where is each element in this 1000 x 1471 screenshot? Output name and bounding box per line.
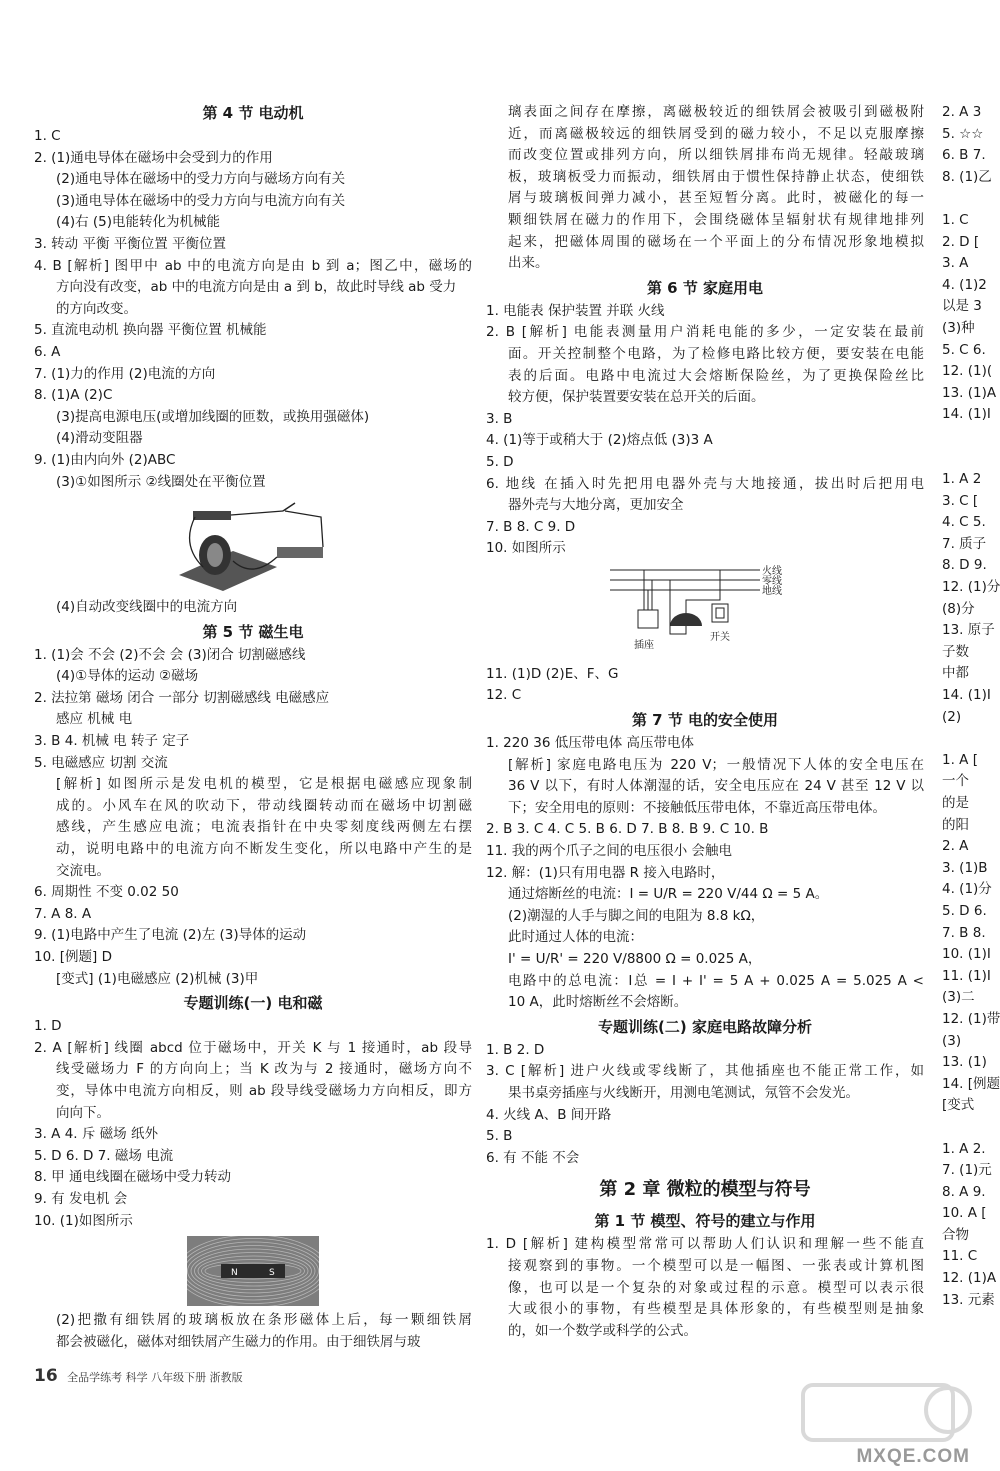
answer-line: 都会被磁化，磁体对细铁屑产生磁力的作用。由于细铁屑与玻 [56, 1333, 421, 1350]
answer-line: 方向没有改变，ab 中的电流方向是由 a 到 b，故此时导线 ab 受力 [56, 279, 457, 296]
answer-line: 8. 甲 通电线圈在磁场中受力转动 [34, 1169, 231, 1186]
cropped-answer-line: 8. (1)乙 [942, 168, 992, 185]
answer-line: 9. 有 发电机 会 [34, 1190, 128, 1207]
answer-line: 向向下。 [56, 1104, 110, 1121]
motor-circuit-drawing [173, 497, 333, 593]
answer-line: 7. A 8. A [34, 905, 92, 922]
household-wiring-figure [610, 564, 800, 660]
answer-line: 近，而离磁极较远的细铁屑受到的磁力较小，不足以克服摩擦 [508, 125, 924, 142]
cropped-answer-line: 12. (1)A [942, 1270, 997, 1287]
answer-line: 1. 电能表 保护装置 并联 火线 [486, 302, 665, 319]
answer-line: 5. D [486, 453, 514, 470]
cropped-answer-line: 7. B 8. [942, 924, 986, 941]
answer-line: 线受磁场力 F 的方向向上；当 K 改为与 2 接通时，磁场方向不 [56, 1061, 472, 1078]
answer-line: 2. 法拉第 磁场 闭合 一部分 切割磁感线 电磁感应 [34, 689, 330, 706]
chapter-heading: 第 2 章 微粒的模型与符号 [599, 1179, 811, 1201]
svg-text:N: N [231, 1268, 238, 1279]
cropped-answer-line: 2. A [942, 838, 969, 855]
cropped-answer-line: 5. ☆☆ [942, 125, 984, 142]
answer-line: (2)潮湿的人手与脚之间的电阻为 8.8 kΩ， [508, 907, 765, 924]
answer-line: 11. 我的两个爪子之间的电压很小 会触电 [486, 843, 733, 860]
cropped-answer-line: 13. 元素 [942, 1291, 995, 1308]
answer-line: 1. C [34, 128, 61, 144]
cropped-answer-line: 13. (1) [942, 1054, 987, 1071]
answer-line: 动，说明电路中的电流方向不断发生变化，所以电路中产生的是 [56, 841, 472, 858]
answer-line: 12. C [486, 687, 522, 704]
answer-line: 9. (1)电路中产生了电流 (2)左 (3)导体的运动 [34, 927, 307, 944]
cropped-answer-line: 13. 原子 [942, 622, 995, 639]
section-heading: 第 1 节 模型、符号的建立与作用 [594, 1212, 816, 1231]
answer-line: 此时通过人体的电流： [508, 929, 643, 946]
section-heading: 专题训练(二) 家庭电路故障分析 [598, 1017, 812, 1036]
answer-line: 4. (1)等于或稍大于 (2)熔点低 (3)3 A [486, 432, 713, 449]
cropped-answer-line: 10. (1)I [942, 946, 991, 963]
answer-line: 板，玻璃板受力而振动，细铁屑由于惯性保持静止状态，使细铁 [508, 168, 924, 185]
answer-line: 变，导体中电流方向相反，则 ab 段导线受磁场力方向相反，即方 [56, 1082, 472, 1099]
answer-line: 3. B [486, 410, 513, 427]
answer-line: 3. A 4. 斥 磁场 纸外 [34, 1126, 158, 1143]
cropped-answer-line: 5. D 6. [942, 902, 987, 919]
cropped-answer-line: 4. (1)分 [942, 881, 992, 898]
watermark-text: MXQE.COM [856, 1446, 970, 1467]
cropped-answer-line: 8. A 9. [942, 1183, 986, 1200]
answer-line: 11. (1)D (2)E、F、G [486, 665, 619, 682]
socket-label: 插座 [634, 639, 654, 651]
column-middle [486, 102, 924, 1342]
answer-line: 1. D [34, 1018, 62, 1035]
answer-line: 1. D [解析] 建构模型常常可以帮助人们认识和理解一些不能直 [486, 1236, 924, 1253]
answer-line: (4)滑动变阻器 [56, 430, 143, 447]
answer-line: 像，也可以是一个复杂的对象或过程的示意。模型可以表示很 [508, 1279, 924, 1296]
cropped-answer-line: 14. [例题 [942, 1075, 1000, 1092]
answer-line: 下；安全用电的原则：不接触低压带电体，不靠近高压带电体。 [508, 799, 886, 816]
answer-line: 8. (1)A (2)C [34, 387, 113, 404]
answer-line: 10. 如图所示 [486, 540, 566, 557]
answer-line: 6. 有 不能 不会 [486, 1149, 580, 1166]
answer-line: 璃表面之间存在摩擦，离磁极较近的细铁屑会被吸引到磁极附 [508, 104, 924, 120]
cropped-answer-line: 2. D [ [942, 233, 980, 250]
column-right-cropped [942, 102, 1000, 1311]
cropped-answer-line: 11. C [942, 1248, 978, 1265]
cropped-answer-line [942, 728, 1000, 750]
cropped-answer-line: 4. C 5. [942, 514, 986, 531]
cropped-answer-line: 5. C 6. [942, 341, 986, 358]
cropped-answer-line: 8. D 9. [942, 557, 987, 574]
section-heading: 第 5 节 磁生电 [202, 622, 304, 641]
cropped-answer-line: 的阳 [942, 816, 969, 833]
answer-line: 3. B 4. 机械 电 转子 定子 [34, 733, 190, 750]
cropped-answer-line [942, 426, 1000, 448]
cropped-answer-line: 2. A 3 [942, 104, 982, 120]
answer-line: 果书桌旁插座与火线断开，用测电笔测试，氖管不会发光。 [508, 1084, 859, 1101]
answer-line: 感线，产生感应电流；电流表指针在中央零刻度线两侧左右摆 [56, 819, 472, 836]
answer-line: [变式] (1)电磁感应 (2)机械 (3)甲 [56, 970, 259, 987]
answer-line: [解析] 家庭电路电压为 220 V；一般情况下人体的安全电压在 [508, 756, 924, 773]
answer-line: 9. (1)由内向外 (2)ABC [34, 451, 176, 468]
cropped-answer-line: 10. A [ [942, 1205, 987, 1222]
cropped-answer-line: 3. (1)B [942, 859, 988, 876]
cropped-answer-line [942, 1117, 1000, 1139]
cropped-answer-line: 1. C [942, 211, 969, 228]
answer-line: 电路中的总电流：I总 = I + I' = 5 A + 0.025 A = 5.025 A < [508, 972, 924, 989]
cropped-answer-line: 子数 [942, 643, 969, 660]
answer-line: 而改变位置或排列方向，所以细铁屑排布尚无规律。轻敲玻璃 [508, 147, 924, 164]
cropped-answer-line: 12. (1)带 [942, 1010, 1000, 1027]
cropped-answer-line: 7. (1)元 [942, 1162, 992, 1179]
cropped-answer-line: 合物 [942, 1226, 969, 1243]
answer-line: 接观察到的事物。一个模型可以是一幅图、一张表或计算机图 [508, 1257, 924, 1274]
answer-line: 感应 机械 电 [56, 711, 133, 728]
cropped-answer-line: (3)种 [942, 319, 975, 336]
cropped-answer-line [942, 188, 1000, 210]
answer-line: 颗细铁屑在磁力的作用下，会围绕磁体呈辐射状有规律地排列 [508, 211, 924, 228]
answer-line: 6. 周期性 不变 0.02 50 [34, 884, 179, 901]
cropped-answer-line: 12. (1)( [942, 363, 993, 380]
footer-book-info: 全品学练考 科学 八年级下册 浙教版 [67, 1371, 243, 1384]
answer-line: [解析] 如图所示是发电机的模型，它是根据电磁感应现象制 [56, 776, 472, 793]
wire-label-live: 火线 [762, 565, 782, 577]
answer-line: (4)右 (5)电能转化为机械能 [56, 214, 221, 231]
section-heading: 第 4 节 电动机 [202, 104, 304, 122]
switch-label: 开关 [710, 631, 730, 643]
cropped-answer-line: 1. A 2. [942, 1140, 986, 1157]
answer-line: (4)①导体的运动 ②磁场 [56, 668, 199, 685]
cropped-answer-line: 11. (1)I [942, 967, 991, 984]
answer-line: 出来。 [508, 255, 549, 272]
household-wiring-diagram [610, 564, 800, 660]
cropped-answer-line: 以是 3 [942, 298, 982, 315]
section-heading: 第 6 节 家庭用电 [646, 278, 764, 297]
wire-label-neutral: 零线 [762, 575, 782, 587]
answer-line: 5. 直流电动机 换向器 平衡位置 机械能 [34, 322, 267, 339]
motor-circuit-figure [173, 497, 333, 593]
answer-line: 10. [例题] D [34, 949, 112, 965]
answer-line: 表的后面。电路中电流过大会熔断保险丝，为了更换保险丝比 [508, 367, 924, 384]
answer-line: 通过熔断丝的电流：I = U/R = 220 V/44 Ω = 5 A。 [508, 886, 829, 903]
cropped-answer-line: 的是 [942, 795, 969, 811]
answer-line: 12. 解：(1)只有用电器 R 接入电路时， [486, 864, 725, 881]
answer-line: 5. B [486, 1128, 513, 1145]
cropped-answer-line: 14. (1)I [942, 406, 991, 423]
cropped-answer-line: 6. B 7. [942, 147, 986, 164]
cropped-answer-line: 12. (1)分 [942, 579, 1000, 596]
cropped-answer-line: 13. (1)A [942, 384, 997, 401]
answer-line: 交流电。 [56, 862, 110, 879]
answer-line: 面。开关控制整个电路，为了检修电路比较方便，要安装在电能 [508, 345, 924, 362]
answer-line: (2)通电导体在磁场中的受力方向与磁场方向有关 [56, 171, 346, 188]
answer-line: 7. B 8. C 9. D [486, 518, 576, 535]
answer-line: 4. 火线 A、B 间开路 [486, 1106, 612, 1123]
answer-line: 7. (1)力的作用 (2)电流的方向 [34, 365, 216, 382]
cropped-answer-line: 14. (1)I [942, 687, 991, 704]
section-heading: 第 7 节 电的安全使用 [631, 711, 779, 730]
answer-line: I' = U/R' = 220 V/8800 Ω = 0.025 A， [508, 951, 762, 967]
answer-line: 1. 220 36 低压带电体 高压带电体 [486, 735, 694, 752]
cropped-answer-line: 7. 质子 [942, 535, 987, 552]
answer-line: (3)①如图所示 ②线圈处在平衡位置 [56, 473, 266, 490]
cropped-answer-line [942, 448, 1000, 470]
answer-line: (3)通电导体在磁场中的受力方向与电流方向有关 [56, 192, 346, 209]
answer-line: 的方向改变。 [56, 300, 137, 317]
answer-line: 2. (1)通电导体在磁场中会受到力的作用 [34, 149, 273, 166]
answer-line: 大或很小的事物，有些模型是具体形象的，有些模型则是抽象 [508, 1301, 924, 1318]
answer-line: 器外壳与大地分离，更加安全 [508, 497, 684, 514]
iron-filings-magnet-figure [187, 1236, 319, 1306]
answer-line: (4)自动改变线圈中的电流方向 [56, 599, 238, 616]
cropped-answer-line: (3) [942, 1032, 962, 1049]
answer-line: 较方便，保护装置要安装在总开关的后面。 [508, 389, 765, 406]
cropped-answer-line: 3. C [ [942, 492, 979, 509]
answer-line: 起来，把磁体周围的磁场在一个平面上的分布情况形象地模拟 [508, 233, 924, 250]
answer-line: 2. B [解析] 电能表测量用户消耗电能的多少，一定安装在最前 [486, 324, 924, 341]
answer-line: 2. A [解析] 线圈 abcd 位于磁场中，开关 K 与 1 接通时，ab 段导 [34, 1039, 472, 1056]
answer-line: 屑与玻璃板间弹力减小，甚至短暂分离。此时，被磁化的每一 [508, 190, 924, 207]
cropped-answer-line: 中都 [942, 665, 969, 682]
answer-line: 5. D 6. D 7. 磁场 电流 [34, 1147, 174, 1164]
cropped-answer-line: 4. (1)2 [942, 276, 987, 293]
page-number: 16 [34, 1366, 58, 1386]
answer-line: 成的。小风车在风的吹动下，带动线圈转动而在磁场中切割磁 [56, 797, 472, 814]
answer-line: (3)提高电源电压(或增加线圈的匝数，或换用强磁体) [56, 408, 370, 425]
wire-label-ground: 地线 [762, 585, 782, 597]
answer-line: 36 V 以下，有时人体潮湿的话，安全电压应在 24 V 甚至 12 V 以 [508, 778, 924, 795]
cropped-answer-line: 一个 [942, 773, 969, 790]
cropped-answer-line: 3. A [942, 255, 969, 272]
answer-line: 的，如一个数学或科学的公式。 [508, 1322, 697, 1339]
svg-text:S: S [269, 1268, 275, 1279]
answer-line: (2)把撒有细铁屑的玻璃板放在条形磁体上后，每一颗细铁屑 [56, 1312, 472, 1329]
answer-line: 3. C [解析] 进户火线或零线断了，其他插座也不能正常工作，如 [486, 1063, 924, 1080]
column-left [34, 100, 472, 1353]
page-footer [34, 1366, 243, 1386]
cropped-answer-line: (2) [942, 708, 962, 725]
cropped-answer-line: 1. A [ [942, 751, 978, 768]
cropped-answer-line: (3)二 [942, 989, 975, 1006]
answer-line: 1. (1)会 不会 (2)不会 会 (3)闭合 切割磁感线 [34, 646, 306, 663]
cropped-answer-line: [变式 [942, 1097, 975, 1114]
answer-line: 4. B [解析] 图甲中 ab 中的电流方向是由 b 到 a；图乙中，磁场的 [34, 257, 472, 274]
answer-line: 1. B 2. D [486, 1041, 545, 1058]
answer-line: 3. 转动 平衡 平衡位置 平衡位置 [34, 235, 227, 252]
iron-filings-drawing [187, 1236, 319, 1306]
answer-line: 2. B 3. C 4. C 5. B 6. D 7. B 8. B 9. C 10. B [486, 821, 769, 838]
cropped-answer-line: (8)分 [942, 600, 975, 617]
answer-line: 5. 电磁感应 切割 交流 [34, 754, 168, 771]
answer-line: 6. 地线 在插入时先把用电器外壳与大地接通，拔出时后把用电 [486, 475, 924, 492]
cropped-answer-line: 1. A 2 [942, 471, 982, 488]
answer-line: 10. (1)如图所示 [34, 1212, 133, 1229]
section-heading: 专题训练(一) 电和磁 [183, 994, 323, 1013]
answer-line: 6. A [34, 343, 61, 360]
answer-line: 10 A，此时熔断丝不会熔断。 [508, 994, 688, 1011]
